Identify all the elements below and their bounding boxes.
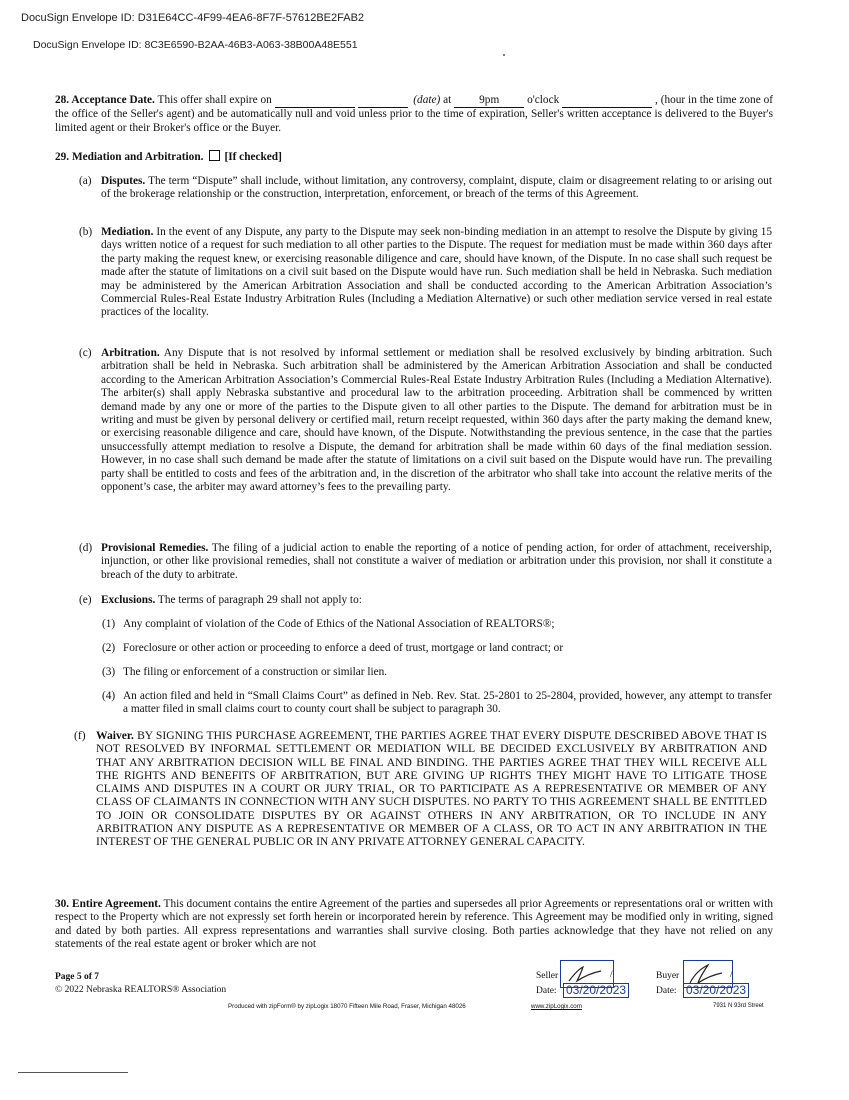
expire-time-field[interactable]: 9pm xyxy=(454,94,524,108)
section-30-text: This document contains the entire Agreement of the parties and supersedes all prior Agreements or representations oral or written with respect to the Property which are not expressly set forth herein or incorporated herein by reference. This Agreement may be modified only in writing, signed and dated by both parties. All express representations and warranties shall survive closing. Both parties acknowledge that they have not relied on any statements of the real estate agent or broker which are not xyxy=(55,898,773,951)
exclusion-text: Any complaint of violation of the Code of Ethics of the National Association of REALTORS®; xyxy=(123,618,555,630)
exclusion-item xyxy=(102,666,772,679)
provisional-remedies-title: Provisional Remedies. xyxy=(101,542,209,554)
exclusion-text: Foreclosure or other action or proceeding to enforce a deed of trust, mortgage or land contract; or xyxy=(123,642,564,654)
subsection-a-label: (a) xyxy=(79,175,92,187)
exclusion-item xyxy=(102,618,772,631)
section-28 xyxy=(55,94,773,135)
exclusions-title: Exclusions. xyxy=(101,594,156,606)
waiver-text: BY SIGNING THIS PURCHASE AGREEMENT, THE PARTIES AGREE THAT EVERY DISPUTE DESCRIBED ABOVE THAT IS NOT RESOLVED BY INFORMAL SETTLEMENT OR MEDIATION WILL BE DECIDED EXCLUSIVELY BY ARBITRATION AND THAT ANY ARBITRATION DECISION WILL BE FINAL AND BINDING. THE PARTIES AGREE THAT THEY WILL RECEIVE ALL THE RIGHTS AND BENEFITS OF ARBITRATION, BUT ARE GIVING UP RIGHTS THEY MIGHT HAVE TO LITIGATE THOSE CLAIMS AND DISPUTES IN A COURT OR JURY TRIAL, OR TO PARTICIPATE AS A REPRESENTATIVE OR MEMBER OF ANY CLASS OF CLAIMANTS IN CONNECTION WITH ANY SUCH DISPUTES. NO PARTY TO THIS AGREEMENT SHALL BE ENTITLED TO JOIN OR CONSOLIDATE DISPUTES BY OR AGAINST OTHERS IN ANY ARBITRATION, OR TO INCLUDE IN ANY ARBITRATION ANY DISPUTE AS A REPRESENTATIVE OR MEMBER OF A CLASS, OR TO ACT IN ANY ARBITRATION IN THE INTEREST OF THE GENERAL PUBLIC OR IN ANY PRIVATE ATTORNEY GENERAL CAPACITY. xyxy=(96,729,767,849)
subsection-b xyxy=(79,226,772,320)
subsection-a xyxy=(79,175,772,202)
hour-in-label: , (hour in xyxy=(652,94,697,106)
mediation-text: In the event of any Dispute, any party to the Dispute may seek non-binding mediation in an attempt to resolve the Dispute by giving 15 days written notice of a request for such mediation to all other parties to the Dispute. The request for mediation must be made within 360 days after the party making the request knew, or exercising reasonable diligence and care, should have known, of the Dispute. In no case shall such request be made after the statute of limitations on a civil suit based on the Dispute would have run. Such mediation shall be held in Nebraska. Such mediation may be administered by the American Arbitration Association and shall be conducted according to the American Arbitration Association’s Commercial Rules-Real Estate Industry Arbitration Rules (Including a Mediation Alternative) or such other mediation service versed in real estate practices of the locality. xyxy=(101,226,772,319)
scan-dot xyxy=(503,54,505,56)
docusign-envelope-id-1: DocuSign Envelope ID: D31E64CC-4F99-4EA6-8F7F-57612BE2FAB2 xyxy=(21,12,365,24)
arbitration-title: Arbitration. xyxy=(101,347,160,359)
exclusion-number: (2) xyxy=(102,642,116,654)
subsection-f-label: (f) xyxy=(74,729,86,742)
exclusion-text: The filing or enforcement of a construction or similar lien. xyxy=(123,666,388,678)
oclock-label: o'clock xyxy=(524,94,563,106)
subsection-f xyxy=(74,729,767,849)
disputes-title: Disputes. xyxy=(101,175,146,187)
seller-date-field[interactable]: 03/20/2023 xyxy=(563,983,629,998)
hour-field[interactable] xyxy=(562,94,652,108)
section-28-heading: 28. Acceptance Date. xyxy=(55,94,155,106)
mediation-checkbox[interactable] xyxy=(209,150,220,161)
exclusions-text: The terms of paragraph 29 shall not apply to: xyxy=(155,594,362,606)
expire-date-field-1[interactable] xyxy=(275,94,355,108)
section-29-heading-row xyxy=(55,150,773,164)
waiver-title: Waiver. xyxy=(96,729,134,742)
buyer-date-label: Date: xyxy=(656,986,677,996)
expire-date-field-2[interactable] xyxy=(358,94,408,108)
exclusion-number: (1) xyxy=(102,618,116,630)
mediation-title: Mediation. xyxy=(101,226,154,238)
exclusion-text: An action filed and held in “Small Claims Court” as defined in Neb. Rev. Stat. 25-2801 to 25-2804, provided, however, any attempt to transfer a matter filed in small claims court to county court shall be subject to paragraph 30. xyxy=(123,690,772,716)
section-28-body: the time zone of the office of the Seller's agent) and be automatically null and void unless prior to the time of expiration, Seller's written acceptance is delivered to the Buyer's limited agent or their Broker's office or the Buyer. xyxy=(55,94,774,134)
subsection-d xyxy=(79,542,772,582)
copyright: © 2022 Nebraska REALTORS® Association xyxy=(55,985,227,995)
subsection-d-label: (d) xyxy=(79,542,93,554)
section-30 xyxy=(55,898,773,952)
bottom-rule xyxy=(18,1072,128,1073)
buyer-date-field[interactable]: 03/20/2023 xyxy=(683,983,749,998)
subsection-c xyxy=(79,347,772,494)
provisional-remedies-text: The filing of a judicial action to enable the reporting of a notice of pending action, for order of attachment, receivership, injunction, or other like provisional remedies, shall not constitute a waiver of mediation or arbitration under this provision, nor shall it constitute a breach of the duty to arbitrate. xyxy=(101,542,772,581)
exclusion-number: (3) xyxy=(102,666,116,678)
if-checked-label: [If checked] xyxy=(224,151,282,163)
at-label: at xyxy=(440,94,455,106)
property-address: 7931 N 93rd Street xyxy=(713,1003,764,1009)
produced-with: Produced with zipForm® by zipLogix 18070 Fifteen Mile Road, Fraser, Michigan 48026 xyxy=(228,1003,466,1010)
docusign-envelope-id-2: DocuSign Envelope ID: 8C3E6590-B2AA-46B3-A063-38B00A48E551 xyxy=(33,39,358,51)
subsection-e-label: (e) xyxy=(79,594,92,606)
page-number: Page 5 of 7 xyxy=(55,972,100,982)
buyer-slash: / xyxy=(730,970,733,980)
section-28-intro: This offer shall expire on xyxy=(154,94,275,106)
exclusion-item xyxy=(102,642,772,655)
exclusion-item xyxy=(102,690,772,717)
buyer-label: Buyer xyxy=(656,971,680,981)
subsection-b-label: (b) xyxy=(79,226,93,238)
disputes-text: The term “Dispute” shall include, without limitation, any controversy, complaint, dispute, claim or disagreement relating to or arising out of the brokerage relationship or the construction, interpretation, enforcement, or breach of the terms of this Agreement. xyxy=(101,175,772,201)
ziplogix-link[interactable]: www.zipLogix.com xyxy=(531,1003,582,1010)
arbitration-text: Any Dispute that is not resolved by informal settlement or mediation shall be resolved exclusively by binding arbitration. Such arbitration shall be held in Nebraska. Such arbitration shall be administered by the American Arbitration Association and shall be conducted according to the American Arbitration Association’s Commercial Rules-Real Estate Industry Arbitration Rules (Including a Mediation Alternative). The arbiter(s) shall apply Nebraska substantive and procedural law to the arbitration proceeding. Arbitration shall be commenced by written demand made by any one or more of the parties to the Dispute given to all other parties to the Dispute. The demand for arbitration must be in writing and must be given by personal delivery or certified mail, return receipt requested, within 360 days after the party making the demand knew, or exercising reasonable diligence and care, should have known, of the Dispute. Notwithstanding the previous sentence, in the case that the parties unsuccessfully attempt mediation to resolve a Dispute, the demand for arbitration shall be made within 60 days of the final mediation session. However, in no case shall such demand be made after the statute of limitations on a civil suit based on the Dispute would have run. The prevailing party shall be entitled to costs and fees of the arbitration and, in the discretion of the arbitrator who shall take into account the relative merits of the opponent’s case, the arbiter may award attorney’s fees to the prevailing party. xyxy=(101,347,772,494)
section-30-heading: 30. Entire Agreement. xyxy=(55,898,161,910)
seller-slash: / xyxy=(610,970,613,980)
subsection-e xyxy=(79,594,772,607)
seller-label: Seller xyxy=(536,971,559,981)
exclusion-number: (4) xyxy=(102,690,116,702)
section-29-heading: 29. Mediation and Arbitration. xyxy=(55,151,204,163)
seller-date-label: Date: xyxy=(536,986,557,996)
date-hint: (date) xyxy=(413,94,441,106)
subsection-c-label: (c) xyxy=(79,347,92,359)
